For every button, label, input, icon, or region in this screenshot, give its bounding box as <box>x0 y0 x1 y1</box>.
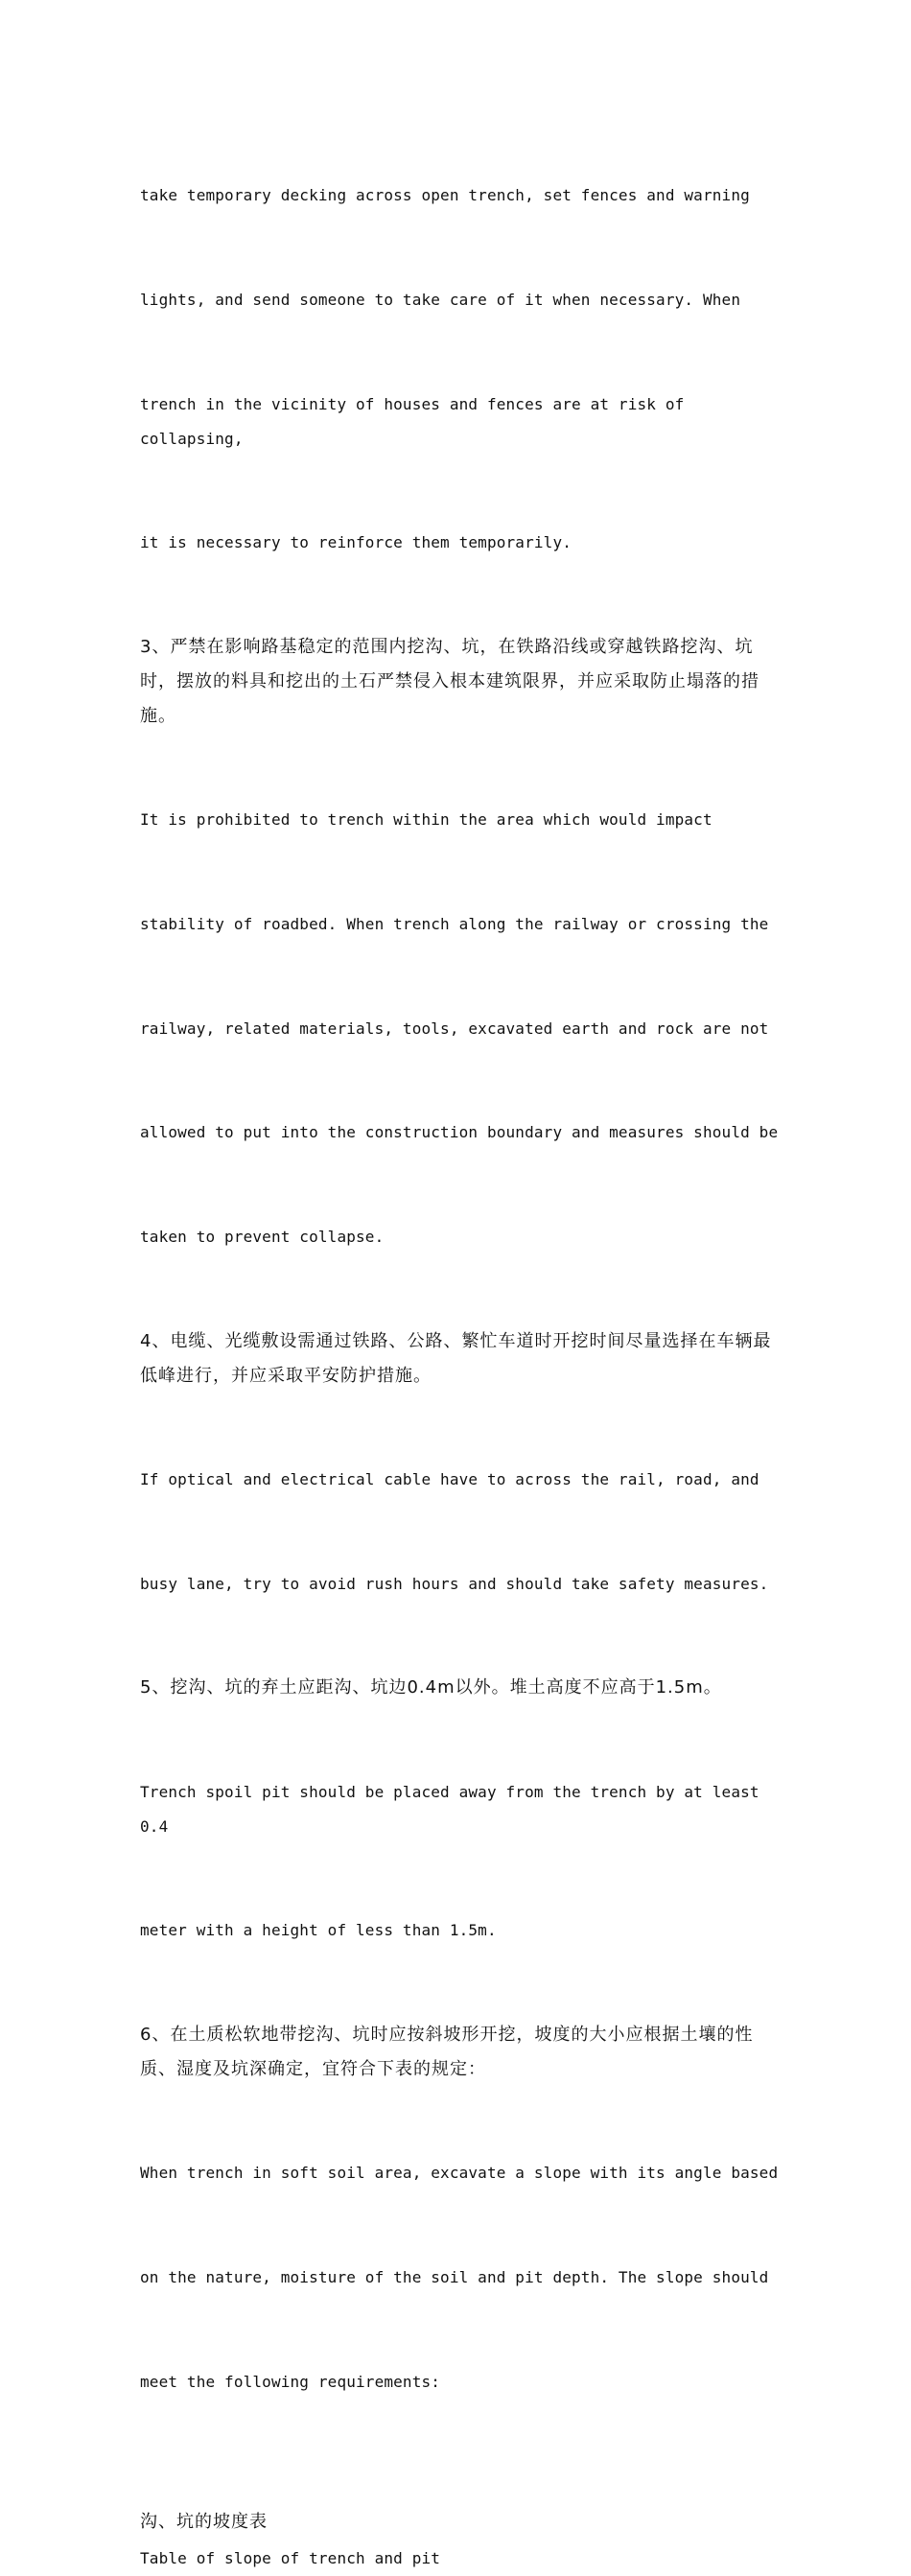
text-line: take temporary decking across open trench, set fences and warning <box>140 186 750 205</box>
text-line: It is prohibited to trench within the area which would impact <box>140 810 712 830</box>
text-line: 低峰进行，并应采取平安防护措施。 <box>140 1365 432 1386</box>
text-line: on the nature, moisture of the soil and pit depth. The slope should <box>140 2267 769 2286</box>
paragraph-item-5-en <box>140 1705 792 2018</box>
text-line: Trench spoil pit should be placed away from the trench by at least 0.4 <box>140 1782 769 1836</box>
paragraph-item-4-zh <box>140 1324 792 1393</box>
text-line: allowed to put into the construction boundary and measures should be <box>140 1123 779 1142</box>
text-line: busy lane, try to avoid rush hours and should take safety measures. <box>140 1574 769 1593</box>
text-line: If optical and electrical cable have to across the rail, road, and <box>140 1469 759 1488</box>
text-line: When trench in soft soil area, excavate a slope with its angle based <box>140 2164 779 2183</box>
paragraph-item-6-en <box>140 2087 792 2469</box>
paragraph-item-6-zh <box>140 2018 792 2087</box>
paragraph-item-3-zh <box>140 630 792 734</box>
text-line: 3、严禁在影响路基稳定的范围内挖沟、坑，在铁路沿线或穿越铁路挖沟、坑 <box>140 637 754 658</box>
text-line: 5、挖沟、坑的弃土应距沟、坑边0.4m以外。堆土高度不应高于1.5m。 <box>140 1677 722 1698</box>
text-line: 时，摆放的料具和挖出的土石严禁侵入根本建筑限界，并应采取防止塌落的措 <box>140 671 759 692</box>
text-line: 4、电缆、光缆敷设需通过铁路、公路、繁忙车道时开挖时间尽量选择在车辆最 <box>140 1330 772 1351</box>
text-line: 6、在土质松软地带挖沟、坑时应按斜坡形开挖，坡度的大小应根据土壤的性 <box>140 2024 754 2045</box>
paragraph-item-4-en <box>140 1393 792 1672</box>
text-line: 施。 <box>140 706 176 727</box>
table-caption-zh: 沟、坑的坡度表 <box>140 2512 268 2533</box>
document-body <box>140 109 792 2576</box>
text-line: meter with a height of less than 1.5m. <box>140 1921 497 1940</box>
text-line: stability of roadbed. When trench along the railway or crossing the <box>140 915 769 934</box>
text-line: trench in the vicinity of houses and fences are at risk of collapsing, <box>140 394 694 448</box>
text-line: lights, and send someone to take care of it when necessary. When <box>140 291 741 310</box>
text-line: 质、湿度及坑深确定，宜符合下表的规定： <box>140 2058 486 2079</box>
text-line: taken to prevent collapse. <box>140 1227 385 1246</box>
paragraph-item-3-en <box>140 734 792 1323</box>
paragraph-item-5-zh <box>140 1671 792 1705</box>
text-line: railway, related materials, tools, excavated earth and rock are not <box>140 1019 769 1038</box>
spacer <box>140 2469 792 2505</box>
paragraph-decking-en <box>140 109 792 630</box>
text-line: it is necessary to reinforce them temporarily. <box>140 533 572 552</box>
table-caption-en: Table of slope of trench and pit <box>140 2549 441 2568</box>
text-line: meet the following requirements: <box>140 2372 441 2391</box>
